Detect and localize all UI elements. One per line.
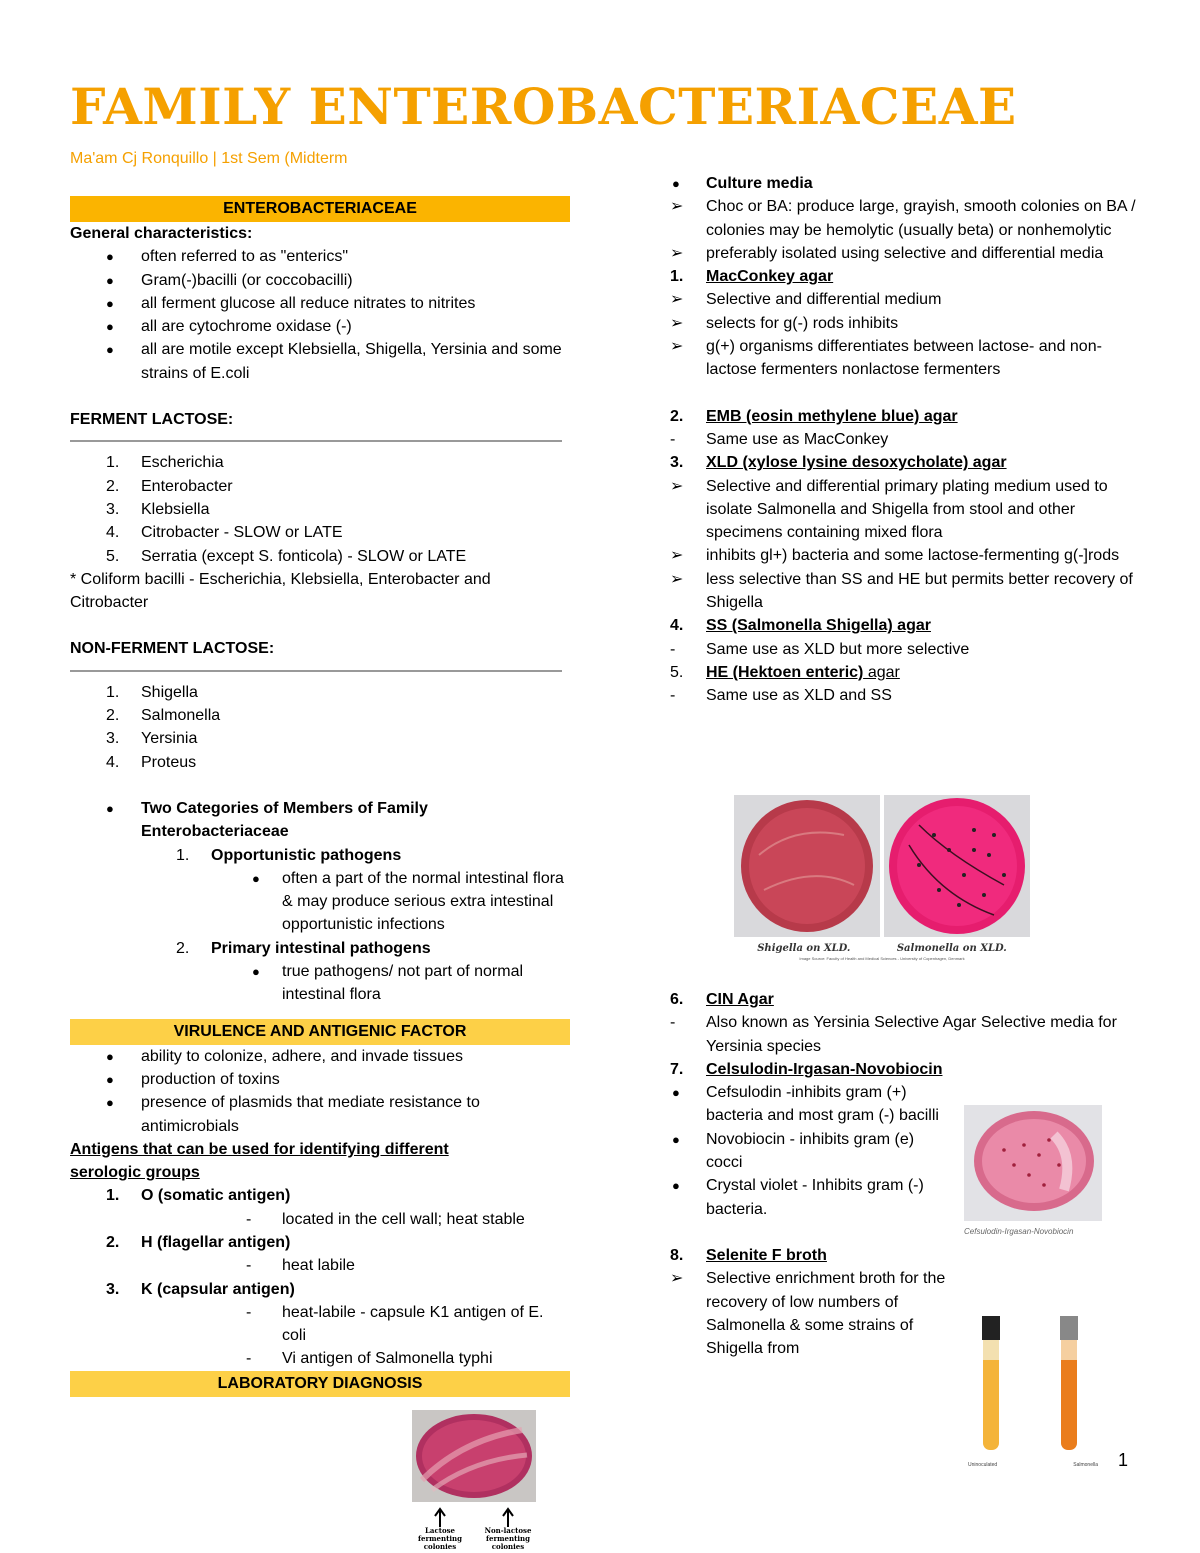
list-item: ● all are cytochrome oxidase (-): [70, 315, 570, 338]
bullet-icon: ●: [106, 319, 114, 335]
bullet-icon: ●: [106, 295, 114, 311]
media-heading: 6. CIN Agar: [670, 991, 774, 1008]
list-item: 5. Serratia (except S. fonticola) - SLOW or LATE: [106, 547, 467, 565]
antigen-item: 3. K (capsular antigen): [106, 1280, 295, 1298]
cin-plate-image: [964, 1105, 1102, 1241]
list-item: ● ability to colonize, adhere, and invade tissues: [70, 1045, 570, 1068]
list-item: ● Gram(-)bacilli (or coccobacilli): [70, 269, 570, 292]
section-banner-virulence: VIRULENCE AND ANTIGENIC FACTOR: [70, 1019, 570, 1045]
media-heading: 1. MacConkey agar: [670, 268, 834, 286]
list-item: - Same use as XLD but more selective: [670, 640, 970, 658]
list-item: 3. Klebsiella: [106, 500, 210, 518]
bullet-icon: ●: [106, 1048, 114, 1064]
list-item: ➢ selects for g(-) rods inhibits: [668, 312, 1138, 335]
media-heading: 3. XLD (xylose lysine desoxycholate) agar: [670, 454, 1007, 472]
ferment-lactose-heading: FERMENT LACTOSE:: [70, 411, 234, 429]
nonferment-lactose-heading: NON-FERMENT LACTOSE:: [70, 640, 275, 658]
bullet-icon: ●: [672, 176, 680, 191]
caption-cin: Cefsulodin-Irgasan-Novobiocin: [964, 1227, 1074, 1236]
caption-lactose: Lactose fermenting colonies: [418, 1526, 462, 1551]
arrow-bullet-icon: ➢: [670, 338, 684, 356]
bullet-icon: ●: [672, 1085, 680, 1101]
xld-plates-image: [734, 795, 1030, 967]
bullet-icon: ●: [672, 1131, 680, 1147]
section-banner-lab-diagnosis: LABORATORY DIAGNOSIS: [70, 1371, 570, 1397]
list-item: ➢ Selective and differential medium: [668, 288, 1138, 311]
list-item: ● Cefsulodin -inhibits gram (+) bacteria and most gram (-) bacilli: [668, 1081, 946, 1128]
macconkey-plate-image: [412, 1410, 536, 1553]
list-item: 2. Salmonella: [106, 707, 221, 725]
list-item: 1. Shigella: [106, 683, 198, 701]
bullet-icon: ●: [106, 800, 114, 816]
antigen-desc: - heat-labile - capsule K1 antigen of E. coli: [246, 1303, 544, 1345]
list-item: - Same use as MacConkey: [670, 430, 889, 448]
media-heading: 7. Celsulodin-Irgasan-Novobiocin: [670, 1060, 943, 1078]
general-characteristics-heading: General characteristics:: [70, 225, 253, 242]
media-heading: 4. SS (Salmonella Shigella) agar: [670, 617, 931, 635]
caption-salmonella-xld: Salmonella on XLD.: [896, 943, 1007, 954]
antigen-item: 2. H (flagellar antigen): [106, 1233, 291, 1251]
list-item: ● all ferment glucose all reduce nitrates to nitrites: [70, 292, 570, 315]
section-banner-enterobacteriaceae: ENTEROBACTERIACEAE: [70, 196, 570, 222]
list-item: ● Novobiocin - inhibits gram (e) cocci: [668, 1128, 946, 1175]
plate-photo: [964, 1105, 1102, 1221]
list-item: ● Crystal violet - Inhibits gram (-) bacteria.: [668, 1174, 946, 1221]
list-item: - Also known as Yersinia Selective Agar Selective media for Yersinia species: [670, 1014, 1117, 1055]
antigen-item: 1. O (somatic antigen): [106, 1187, 291, 1205]
caption-nonlactose: Non-lactose fermenting colonies: [484, 1526, 532, 1551]
list-item: ● presence of plasmids that mediate resistance to antimicrobials: [70, 1091, 570, 1138]
plate-photo: [412, 1410, 536, 1502]
list-item: 4. Citrobacter - SLOW or LATE: [106, 524, 343, 542]
list-item: 4. Proteus: [106, 753, 197, 771]
virulence-list: [70, 1045, 570, 1138]
bullet-icon: ●: [106, 1095, 114, 1111]
right-column: [668, 172, 1138, 708]
arrow-bullet-icon: ➢: [670, 547, 684, 565]
antigens-heading: Antigens that can be used for identifying different serologic groups: [70, 1140, 449, 1182]
category-desc: ● often a part of the normal intestinal flora & may produce serious extra intestinal opportunistic infections: [70, 867, 570, 937]
arrow-bullet-icon: ➢: [670, 570, 684, 588]
bullet-icon: ●: [106, 249, 114, 265]
plate-photo: [734, 795, 1030, 937]
image-source: Image Source: Faculty of Health and Medical Sciences - University of Copenhagen, Denmark: [799, 956, 965, 961]
coliform-note: * Coliform bacilli - Escherichia, Klebsiella, Enterobacter and Citrobacter: [70, 570, 491, 612]
arrow-bullet-icon: ➢: [670, 244, 684, 262]
antigen-desc: - located in the cell wall; heat stable: [246, 1210, 525, 1228]
media-heading: 5. HE (Hektoen enteric) agar: [670, 663, 900, 681]
general-characteristics-list: [70, 245, 570, 385]
page-title: FAMILY ENTEROBACTERIACEAE: [70, 77, 1017, 136]
antigen-desc: - heat labile: [246, 1257, 355, 1275]
list-item: 3. Yersinia: [106, 730, 198, 748]
arrow-bullet-icon: ➢: [670, 198, 684, 216]
list-item: ➢ inhibits gl+) bacteria and some lactose-fermenting g(-]rods: [668, 544, 1138, 567]
media-heading: 8. Selenite F broth: [670, 1246, 827, 1264]
media-heading: 2. EMB (eosin methylene blue) agar: [670, 407, 958, 425]
arrow-bullet-icon: ➢: [670, 291, 684, 309]
divider: [70, 670, 562, 672]
bullet-icon: ●: [106, 272, 114, 288]
list-item: ● production of toxins: [70, 1068, 570, 1091]
list-item: ● often referred to as "enterics": [70, 245, 570, 268]
divider: [70, 440, 562, 442]
antigen-desc: - Vi antigen of Salmonella typhi: [246, 1350, 493, 1368]
nonferment-lactose-list: [70, 681, 570, 774]
list-item: ● all are motile except Klebsiella, Shigella, Yersinia and some strains of E.coli: [70, 338, 570, 385]
bullet-icon: ●: [252, 964, 260, 980]
bullet-icon: ●: [106, 342, 114, 358]
list-item: ➢ Selective enrichment broth for the recovery of low numbers of Salmonella & some strains of Shigella from: [668, 1267, 946, 1360]
category-item: 1. Opportunistic pathogens: [176, 846, 402, 864]
caption-shigella-xld: Shigella on XLD.: [757, 943, 851, 954]
page-number: 1: [1118, 1450, 1129, 1470]
two-categories-item: ● Two Categories of Members of Family Enterobacteriaceae: [70, 797, 570, 844]
caption-uninoculated: Uninoculated: [968, 1462, 998, 1468]
list-item: ➢ preferably isolated using selective and differential media: [668, 242, 1138, 265]
tube-photo: [968, 1316, 1098, 1456]
page-subtitle: Ma'am Cj Ronquillo | 1st Sem (Midterm: [70, 150, 348, 167]
list-item: ➢ less selective than SS and HE but permits better recovery of Shigella: [668, 568, 1138, 615]
category-item: 2. Primary intestinal pathogens: [176, 939, 431, 957]
arrow-bullet-icon: ➢: [670, 477, 684, 495]
bullet-icon: ●: [672, 1178, 680, 1194]
list-item: ➢ Choc or BA: produce large, grayish, smooth colonies on BA / colonies may be hemolytic (usually beta) or nonhemolytic: [668, 195, 1138, 242]
list-item: - Same use as XLD and SS: [670, 687, 892, 705]
culture-media-item: ● Culture media: [668, 172, 1138, 195]
list-item: ➢ g(+) organisms differentiates between lactose- and non-lactose fermenters nonlactose fermenters: [668, 335, 1138, 382]
arrow-bullet-icon: ➢: [670, 1270, 684, 1288]
list-item: 1. Escherichia: [106, 454, 224, 472]
selenite-tubes-image: [968, 1316, 1098, 1470]
bullet-icon: ●: [252, 870, 260, 886]
ferment-lactose-list: [70, 451, 570, 567]
left-column: [70, 196, 570, 1397]
bullet-icon: ●: [106, 1071, 114, 1087]
list-item: ➢ Selective and differential primary plating medium used to isolate Salmonella and Shigella from stool and other specimens containing mixed flora: [668, 475, 1138, 545]
caption-salmonella: Salmonella: [1073, 1462, 1098, 1468]
arrow-bullet-icon: ➢: [670, 314, 684, 332]
arrow-up-icons: [412, 1507, 536, 1527]
list-item: 2. Enterobacter: [106, 477, 233, 495]
category-desc: ● true pathogens/ not part of normal intestinal flora: [70, 960, 570, 1007]
